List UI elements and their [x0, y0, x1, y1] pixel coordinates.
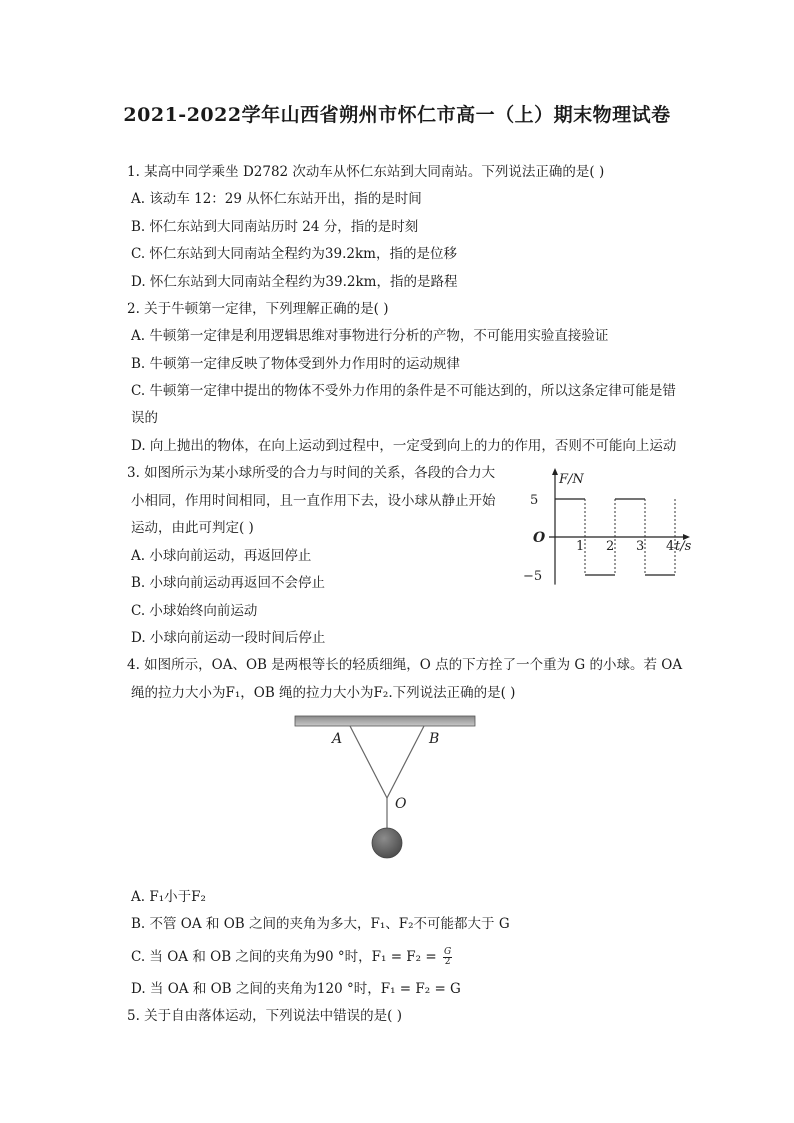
- question-3-option-b: B. 小球向前运动再返回不会停止: [131, 575, 326, 591]
- question-3-stem-line3: 运动，由此可判定( ): [131, 520, 254, 536]
- fraction-numerator: G: [443, 947, 452, 957]
- question-4-option-c-text: C. 当 OA 和 OB 之间的夹角为90 °时，F₁ = F₂ =: [131, 949, 437, 965]
- y-tick-5: 5: [530, 493, 539, 508]
- rope-ball-figure: [290, 710, 480, 865]
- question-3-option-d: D. 小球向前运动一段时间后停止: [131, 630, 326, 646]
- question-2-option-a: A. 牛顿第一定律是利用逻辑思维对事物进行分析的产物，不可能用实验直接验证: [131, 328, 609, 344]
- y-tick-neg5: −5: [523, 569, 543, 584]
- question-4-stem-line2: 绳的拉力大小为F₁，OB 绳的拉力大小为F₂.下列说法正确的是( ): [131, 685, 516, 701]
- rope-oa: [350, 726, 387, 798]
- force-time-chart: [515, 465, 700, 600]
- x-tick-2: 2: [606, 539, 615, 554]
- question-4-option-d: D. 当 OA 和 OB 之间的夹角为120 °时，F₁ = F₂ = G: [131, 981, 461, 997]
- question-4-option-a: A. F₁小于F₂: [131, 889, 206, 905]
- question-4-stem-line1: 4. 如图所示，OA、OB 是两根等长的轻质细绳，O 点的下方拴了一个重为 G 的小球。若 OA: [127, 657, 683, 673]
- ball: [372, 828, 402, 858]
- question-2-option-d: D. 向上抛出的物体，在向上运动到过程中，一定受到向上的力的作用，否则不可能向上运动: [131, 438, 677, 454]
- label-b: B: [429, 731, 440, 747]
- question-1-stem: 1. 某高中同学乘坐 D2782 次动车从怀仁东站到大同南站。下列说法正确的是( ): [127, 164, 605, 180]
- x-axis-label: t/s: [675, 539, 692, 554]
- question-3-stem-line1: 3. 如图所示为某小球所受的合力与时间的关系，各段的合力大: [127, 465, 496, 481]
- question-3-stem-line2: 小相同，作用时间相同，且一直作用下去，设小球从静止开始: [131, 493, 496, 509]
- question-1-option-b: B. 怀仁东站到大同南站历时 24 分，指的是时刻: [131, 219, 419, 235]
- origin-label: O: [533, 530, 546, 546]
- label-o: O: [395, 796, 407, 812]
- y-axis-arrow: [552, 468, 558, 475]
- fraction-denominator: 2: [444, 957, 451, 967]
- y-axis-label: F/N: [559, 472, 584, 487]
- ceiling: [295, 716, 475, 726]
- question-1-option-a: A. 该动车 12：29 从怀仁东站开出，指的是时间: [131, 191, 422, 207]
- question-2-option-c-line1: C. 牛顿第一定律中提出的物体不受外力作用的条件是不可能达到的，所以这条定律可能是错: [131, 383, 676, 399]
- question-1-option-d: D. 怀仁东站到大同南站全程约为39.2km，指的是路程: [131, 274, 458, 290]
- fraction-g-over-2: [443, 948, 452, 967]
- question-2-option-b: B. 牛顿第一定律反映了物体受到外力作用时的运动规律: [131, 356, 461, 372]
- question-4-option-b: B. 不管 OA 和 OB 之间的夹角为多大，F₁、F₂不可能都大于 G: [131, 916, 510, 932]
- x-tick-3: 3: [636, 539, 645, 554]
- label-a: A: [332, 731, 343, 747]
- question-2-stem: 2. 关于牛顿第一定律，下列理解正确的是( ): [127, 301, 389, 317]
- rope-ob: [387, 726, 424, 798]
- question-4-option-c: [131, 948, 452, 967]
- x-tick-1: 1: [576, 539, 585, 554]
- question-3-option-a: A. 小球向前运动，再返回停止: [131, 548, 312, 564]
- question-1-option-c: C. 怀仁东站到大同南站全程约为39.2km，指的是位移: [131, 246, 457, 262]
- question-3-option-c: C. 小球始终向前运动: [131, 603, 258, 619]
- question-2-option-c-line2: 误的: [131, 410, 158, 426]
- page-title: 2021-2022学年山西省朔州市怀仁市高一（上）期末物理试卷: [123, 104, 671, 126]
- x-tick-4: 4: [666, 539, 675, 554]
- question-5-stem: 5. 关于自由落体运动，下列说法中错误的是( ): [127, 1008, 402, 1024]
